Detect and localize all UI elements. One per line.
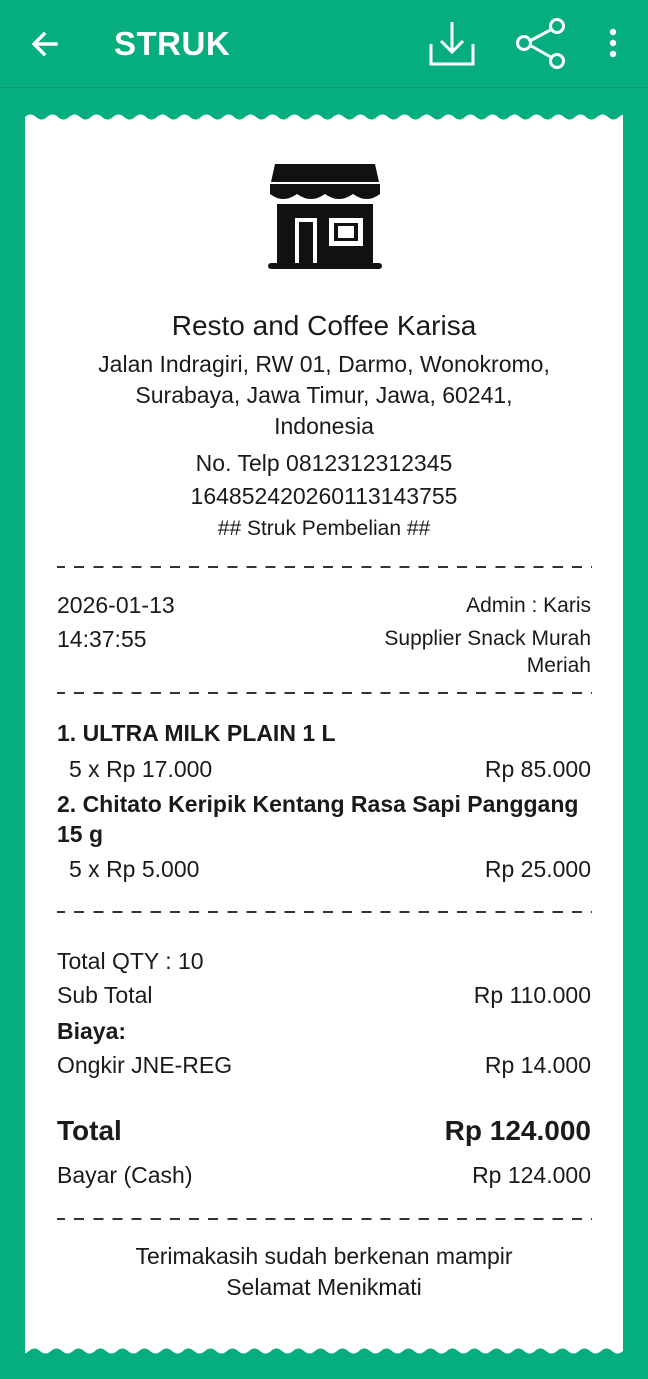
back-button[interactable] bbox=[26, 24, 66, 64]
footer-line: Selamat Menikmati bbox=[226, 1274, 422, 1300]
receipt-date: 2026-01-13 bbox=[57, 592, 175, 618]
ongkir-label: Ongkir JNE-REG bbox=[57, 1052, 233, 1078]
divider bbox=[57, 566, 592, 568]
bayar-label: Bayar (Cash) bbox=[57, 1162, 193, 1188]
biaya-label: Biaya: bbox=[57, 1018, 127, 1044]
item-total: Rp 85.000 bbox=[484, 756, 591, 782]
total-qty: Total QTY : 10 bbox=[57, 948, 204, 974]
item-name: 2. Chitato Keripik Kentang Rasa Sapi Panggang bbox=[57, 791, 579, 817]
subtotal-label: Sub Total bbox=[57, 982, 153, 1008]
download-button[interactable] bbox=[426, 18, 478, 68]
storefront-icon bbox=[267, 160, 383, 272]
address-line: Jalan Indragiri, RW 01, Darmo, Wonokromo, bbox=[98, 351, 550, 377]
share-button[interactable] bbox=[514, 17, 568, 71]
item-name-cont: 15 g bbox=[57, 821, 104, 847]
total-value: Rp 124.000 bbox=[444, 1115, 591, 1146]
ongkir-value: Rp 14.000 bbox=[484, 1052, 591, 1078]
more-options-button[interactable] bbox=[600, 26, 626, 62]
bayar-value: Rp 124.000 bbox=[472, 1162, 591, 1188]
item-name: 1. ULTRA MILK PLAIN 1 L bbox=[57, 720, 336, 746]
admin-name: Admin : Karis bbox=[466, 594, 591, 617]
share-icon bbox=[514, 17, 568, 71]
receipt-time: 14:37:55 bbox=[57, 626, 147, 652]
item-qty-price: 5 x Rp 17.000 bbox=[69, 756, 213, 782]
page-title: STRUK bbox=[114, 25, 231, 62]
more-vertical-icon bbox=[600, 26, 626, 62]
receipt-code: 1648524202601131437​55 bbox=[190, 483, 458, 509]
footer-line: Terimakasih sudah berkenan mampir bbox=[135, 1243, 513, 1269]
app-bar bbox=[0, 0, 648, 88]
receipt-subtitle: ## Struk Pembelian ## bbox=[217, 517, 431, 540]
total-label: Total bbox=[57, 1115, 122, 1146]
item-qty-price: 5 x Rp 5.000 bbox=[69, 856, 200, 882]
supplier-name bbox=[384, 625, 591, 679]
item-total: Rp 25.000 bbox=[484, 856, 591, 882]
supplier-line: Meriah bbox=[526, 654, 591, 677]
divider bbox=[57, 692, 592, 694]
store-name: Resto and Coffee Karisa bbox=[171, 310, 477, 341]
address-line: Indonesia bbox=[274, 413, 374, 439]
download-icon bbox=[426, 18, 478, 68]
receipt-footer bbox=[25, 1241, 623, 1303]
address-line: Surabaya, Jawa Timur, Jawa, 60241, bbox=[135, 382, 513, 408]
store-address bbox=[25, 349, 623, 442]
supplier-line: Supplier Snack Murah bbox=[384, 627, 591, 650]
divider bbox=[57, 1218, 592, 1220]
subtotal-value: Rp 110.000 bbox=[473, 982, 591, 1008]
receipt-paper bbox=[25, 112, 623, 1356]
divider bbox=[57, 911, 592, 913]
store-phone: No. Telp 0812312312345 bbox=[195, 450, 453, 476]
arrow-left-icon bbox=[26, 24, 66, 64]
